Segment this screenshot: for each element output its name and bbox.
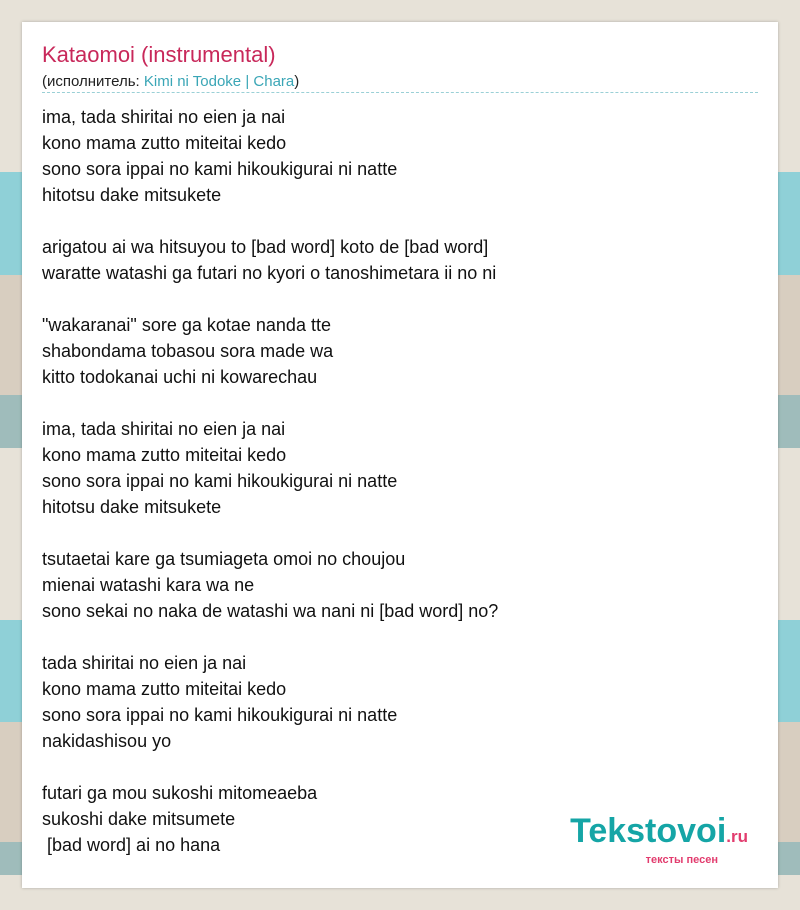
lyric-blank-line — [42, 208, 758, 234]
lyric-line: waratte watashi ga futari no kyori o tanoshimetara ii no ni — [42, 263, 497, 283]
lyric-line: ima, tada shiritai no eien ja nai — [42, 419, 286, 439]
lyric-line: sono sora ippai no kami hikoukigurai ni natte — [42, 705, 398, 725]
lyric-line: tsutaetai kare ga tsumiageta omoi no choujou — [42, 549, 406, 569]
lyric-line: "wakaranai" sore ga kotae nanda tte — [42, 315, 331, 335]
lyric-line: sono sora ippai no kami hikoukigurai ni natte — [42, 471, 398, 491]
lyric-line: arigatou ai wa hitsuyou to [bad word] koto de [bad word] — [42, 237, 489, 257]
lyric-line: hitotsu dake mitsukete — [42, 185, 222, 205]
lyric-line: kono mama zutto miteitai kedo — [42, 679, 287, 699]
artist-link-chara[interactable]: Chara — [253, 73, 295, 90]
lyric-line: futari ga mou sukoshi mitomeaeba — [42, 783, 318, 803]
artist-prefix: (исполнитель: — [42, 73, 144, 90]
lyric-line: kono mama zutto miteitai kedo — [42, 445, 287, 465]
lyrics-card — [22, 22, 778, 888]
site-logo[interactable] — [570, 814, 748, 866]
artist-suffix: ) — [294, 73, 300, 90]
lyric-blank-line — [42, 624, 758, 650]
logo-tagline: тексты песен — [645, 854, 718, 866]
lyric-line: [bad word] ai no hana — [42, 835, 221, 855]
lyric-blank-line — [42, 390, 758, 416]
logo-tld: .ru — [726, 827, 748, 846]
artist-link-kimi-ni-todoke[interactable]: Kimi ni Todoke — [143, 73, 242, 90]
song-title: Kataomoi (instrumental) — [42, 42, 276, 67]
logo-wordmark — [570, 814, 748, 854]
lyric-line: nakidashisou yo — [42, 731, 172, 751]
lyric-blank-line — [42, 520, 758, 546]
lyric-line: sono sekai no naka de watashi wa nani ni [bad word] no? — [42, 601, 499, 621]
lyric-line: kono mama zutto miteitai kedo — [42, 133, 287, 153]
lyric-line: tada shiritai no eien ja nai — [42, 653, 247, 673]
logo-name: Tekstovoi — [570, 812, 727, 850]
lyric-line: mienai watashi kara wa ne — [42, 575, 255, 595]
lyric-line: sono sora ippai no kami hikoukigurai ni natte — [42, 159, 398, 179]
lyric-line: ima, tada shiritai no eien ja nai — [42, 107, 286, 127]
lyric-line: kitto todokanai uchi ni kowarechau — [42, 367, 318, 387]
lyric-line: shabondama tobasou sora made wa — [42, 341, 334, 361]
lyric-blank-line — [42, 286, 758, 312]
lyric-blank-line — [42, 754, 758, 780]
lyrics-body — [42, 104, 758, 858]
artist-separator: | — [241, 73, 254, 90]
artist-line — [42, 73, 299, 90]
lyric-line: hitotsu dake mitsukete — [42, 497, 222, 517]
lyric-line: sukoshi dake mitsumete — [42, 809, 236, 829]
title-divider — [42, 92, 758, 93]
